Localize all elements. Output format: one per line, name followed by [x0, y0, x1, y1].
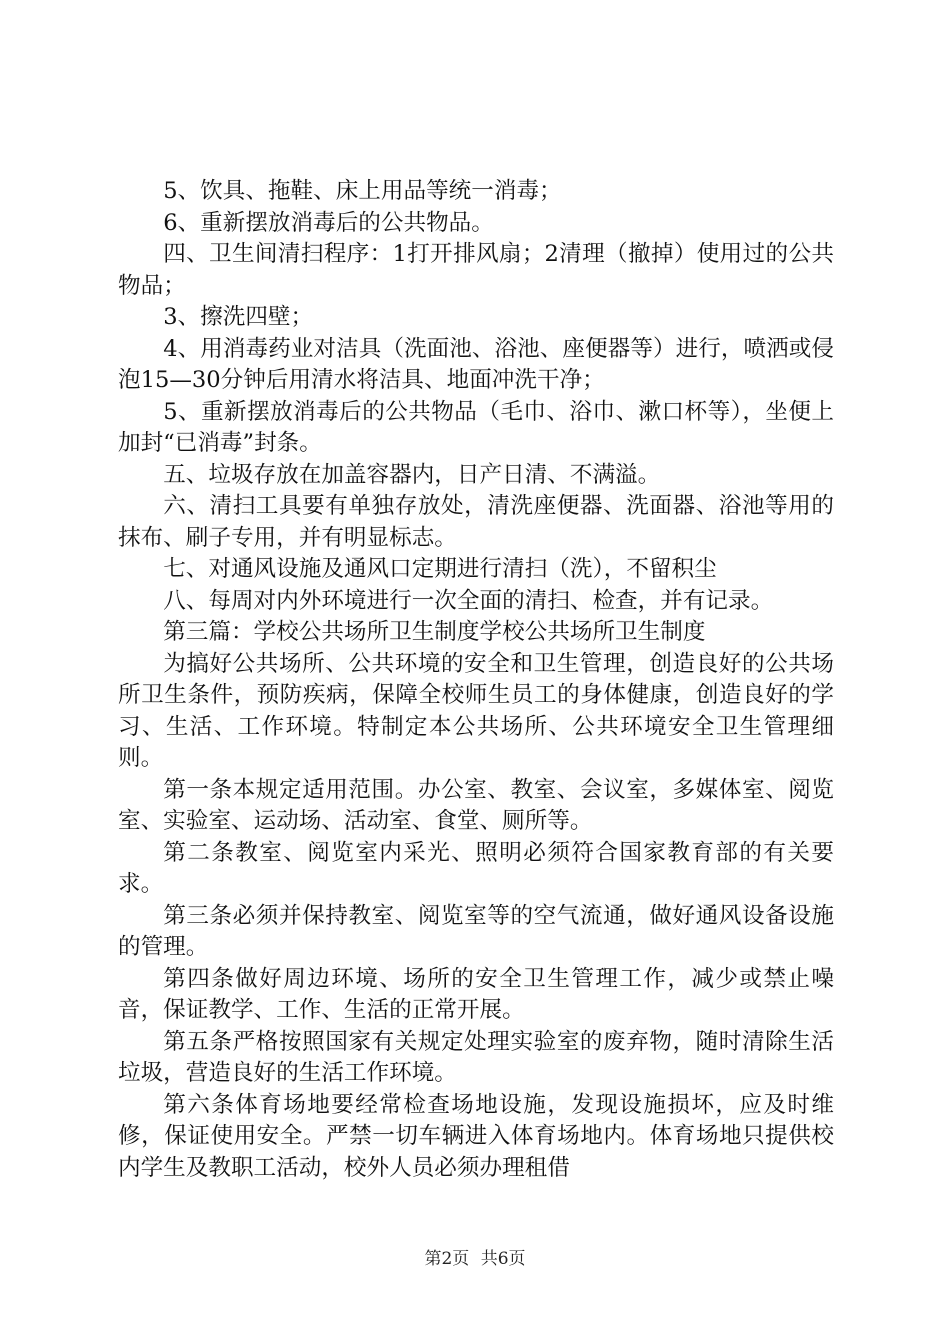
- paragraph: 第四条做好周边环境、场所的安全卫生管理工作，减少或禁止噪音，保证教学、工作、生活的正常开展。: [118, 965, 834, 1023]
- paragraph: 六、清扫工具要有单独存放处，清洗座便器、洗面器、浴池等用的抹布、刷子专用，并有明显标志。: [118, 493, 834, 551]
- total-pages: 共6页: [480, 1249, 526, 1269]
- paragraph: 七、对通风设施及通风口定期进行清扫（洗），不留积尘: [163, 556, 717, 582]
- page-number: 第2页: [424, 1249, 470, 1269]
- paragraph: 第三条必须并保持教室、阅览室等的空气流通，做好通风设备设施的管理。: [118, 902, 834, 960]
- paragraph: 五、垃圾存放在加盖容器内，日产日清、不满溢。: [163, 461, 661, 488]
- paragraph: 第一条本规定适用范围。办公室、教室、会议室，多媒体室、阅览室、实验室、运动场、活动室、食堂、厕所等。: [118, 776, 834, 834]
- paragraph: 4、用消毒药业对洁具（洗面池、浴池、座便器等）进行，喷洒或侵泡15—30分钟后用清水将洁具、地面冲洗干净；: [118, 335, 834, 393]
- paragraph: 5、重新摆放消毒后的公共物品（毛巾、浴巾、漱口杯等），坐便上加封“已消毒”封条。: [118, 398, 834, 456]
- paragraph: 八、每周对内外环境进行一次全面的清扫、检查，并有记录。: [163, 587, 774, 614]
- paragraph: 第六条体育场地要经常检查场地设施，发现设施损坏，应及时维修，保证使用安全。严禁一切车辆进入体育场地内。体育场地只提供校内学生及教职工活动，校外人员必须办理租借: [118, 1091, 834, 1181]
- paragraph: 5、饮具、拖鞋、床上用品等统一消毒；: [163, 178, 562, 204]
- document-body: [118, 176, 834, 1184]
- paragraph: 为搞好公共场所、公共环境的安全和卫生管理，创造良好的公共场所卫生条件，预防疾病，保障全校师生员工的身体健康，创造良好的学习、生活、工作环境。特制定本公共场所、公共环境安全卫生管理细则。: [118, 650, 834, 771]
- paragraph: 3、擦洗四壁；: [163, 304, 314, 330]
- paragraph: 第五条严格按照国家有关规定处理实验室的废弃物，随时清除生活垃圾，营造良好的生活工作环境。: [118, 1028, 834, 1086]
- paragraph: 6、重新摆放消毒后的公共物品。: [163, 209, 494, 236]
- section-heading: 第三篇：学校公共场所卫生制度学校公共场所卫生制度: [163, 619, 706, 645]
- paragraph: 第二条教室、阅览室内采光、照明必须符合国家教育部的有关要求。: [118, 839, 834, 897]
- page-footer: [0, 1244, 950, 1269]
- paragraph: 四、卫生间清扫程序：1打开排风扇；2清理（撤掉）使用过的公共物品；: [118, 241, 834, 299]
